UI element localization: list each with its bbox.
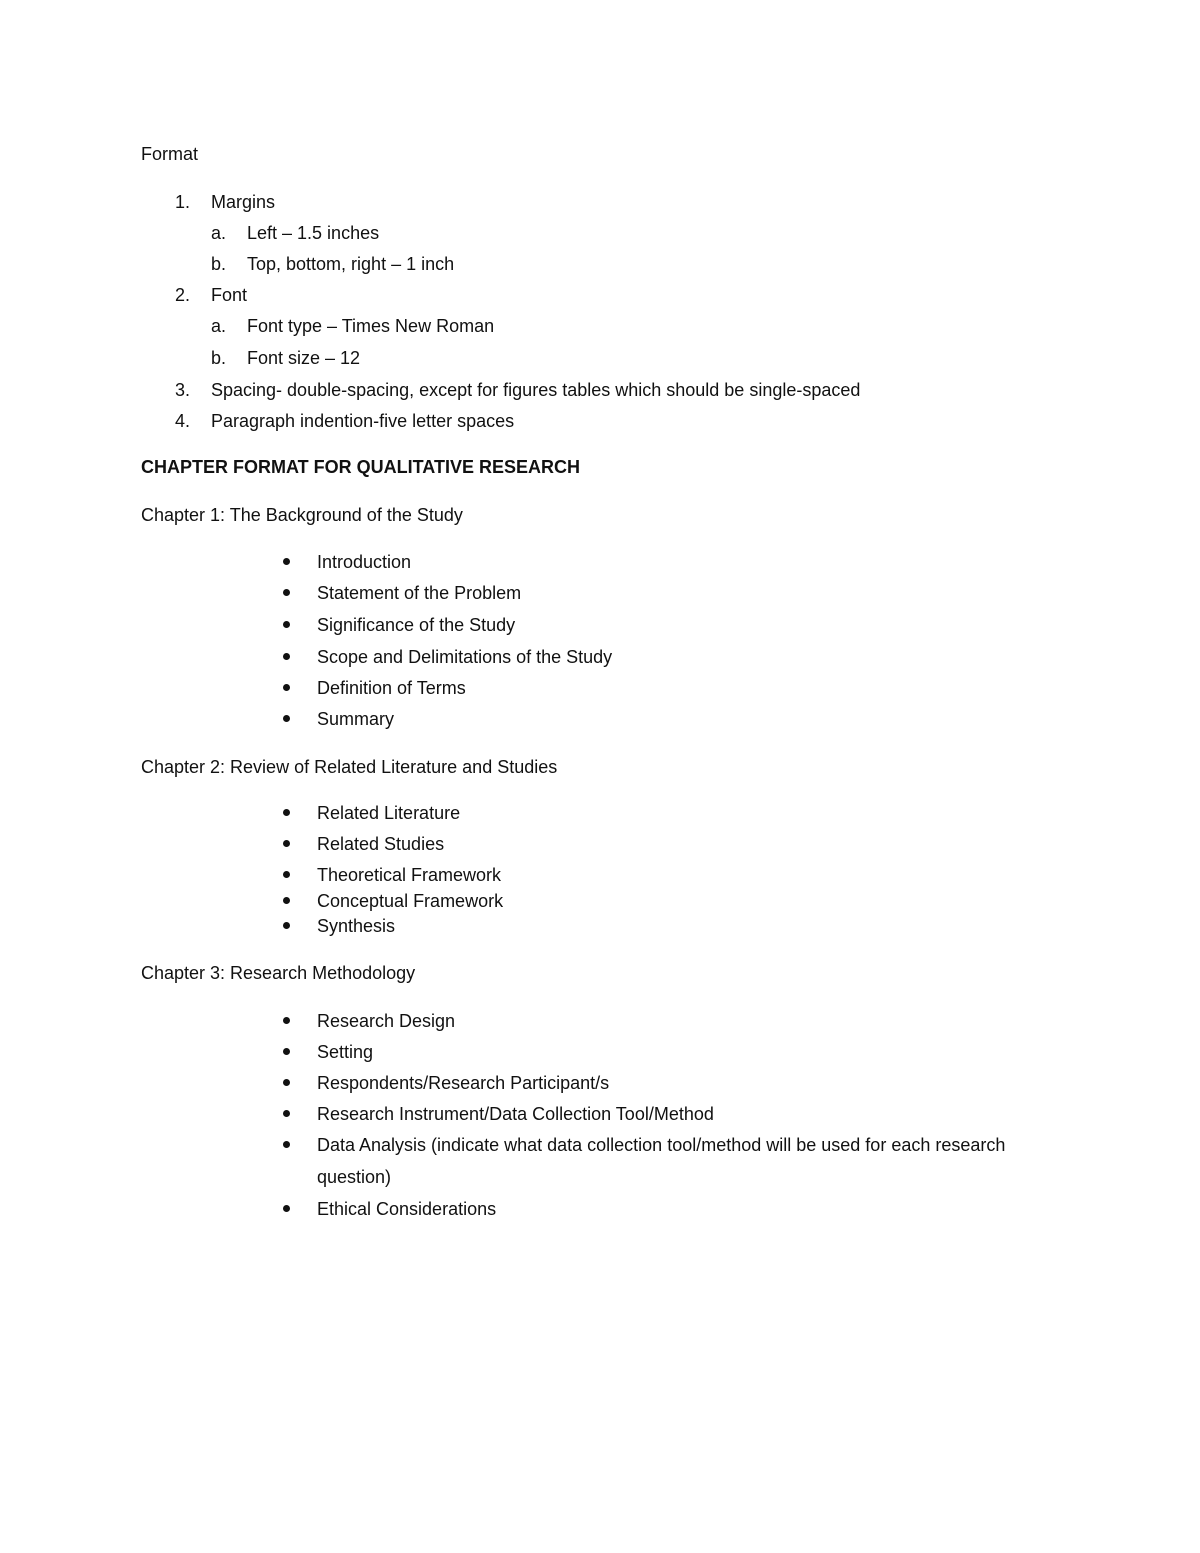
bullet-icon	[283, 1017, 290, 1024]
list-item: Research Instrument/Data Collection Tool/Method	[317, 1104, 714, 1124]
list-item: Spacing- double-spacing, except for figures tables which should be single-spaced	[211, 380, 861, 400]
list-item: Introduction	[317, 552, 412, 572]
list-item: Scope and Delimitations of the Study	[317, 647, 613, 667]
list-item: Respondents/Research Participant/s	[317, 1073, 610, 1093]
list-item: Definition of Terms	[317, 678, 466, 698]
format-title: Format	[141, 144, 199, 164]
list-item: Font	[211, 285, 248, 305]
list-item: Font size – 12	[247, 348, 361, 368]
list-item: Theoretical Framework	[317, 865, 502, 885]
bullet-icon	[283, 871, 290, 878]
list-letter: a.	[211, 223, 227, 243]
list-item: Setting	[317, 1042, 374, 1062]
list-item: Conceptual Framework	[317, 891, 504, 911]
list-item: Related Literature	[317, 803, 461, 823]
list-item: Left – 1.5 inches	[247, 223, 380, 243]
list-item: Summary	[317, 709, 395, 729]
chapter-title: Chapter 3: Research Methodology	[141, 963, 416, 983]
list-number: 3.	[175, 380, 191, 400]
bullet-icon	[283, 897, 290, 904]
list-letter: b.	[211, 348, 227, 368]
bullet-icon	[283, 840, 290, 847]
chapter-title: Chapter 2: Review of Related Literature and Studies	[141, 757, 558, 777]
bullet-icon	[283, 1079, 290, 1086]
bullet-icon	[283, 558, 290, 565]
list-item: Ethical Considerations	[317, 1199, 497, 1219]
bullet-icon	[283, 653, 290, 660]
list-item: Paragraph indention-five letter spaces	[211, 411, 515, 431]
bullet-icon	[283, 715, 290, 722]
list-number: 2.	[175, 285, 191, 305]
bullet-icon	[283, 1110, 290, 1117]
list-item: Statement of the Problem	[317, 583, 522, 603]
list-item: Top, bottom, right – 1 inch	[247, 254, 455, 274]
bullet-icon	[283, 684, 290, 691]
bullet-icon	[283, 1048, 290, 1055]
list-item: Research Design	[317, 1011, 456, 1031]
list-item: Margins	[211, 192, 276, 212]
section-heading: CHAPTER FORMAT FOR QUALITATIVE RESEARCH	[141, 457, 580, 477]
bullet-icon	[283, 589, 290, 596]
list-item: Synthesis	[317, 916, 396, 936]
chapter-title: Chapter 1: The Background of the Study	[141, 505, 463, 525]
list-item: Related Studies	[317, 834, 445, 854]
list-item-continuation: question)	[317, 1167, 392, 1187]
bullet-icon	[283, 1141, 290, 1148]
list-item: Significance of the Study	[317, 615, 516, 635]
bullet-icon	[283, 809, 290, 816]
list-number: 4.	[175, 411, 191, 431]
bullet-icon	[283, 922, 290, 929]
list-letter: b.	[211, 254, 227, 274]
bullet-icon	[283, 621, 290, 628]
list-letter: a.	[211, 316, 227, 336]
list-number: 1.	[175, 192, 191, 212]
list-item: Font type – Times New Roman	[247, 316, 495, 336]
bullet-icon	[283, 1205, 290, 1212]
list-item: Data Analysis (indicate what data collection tool/method will be used for each research	[317, 1135, 1006, 1155]
